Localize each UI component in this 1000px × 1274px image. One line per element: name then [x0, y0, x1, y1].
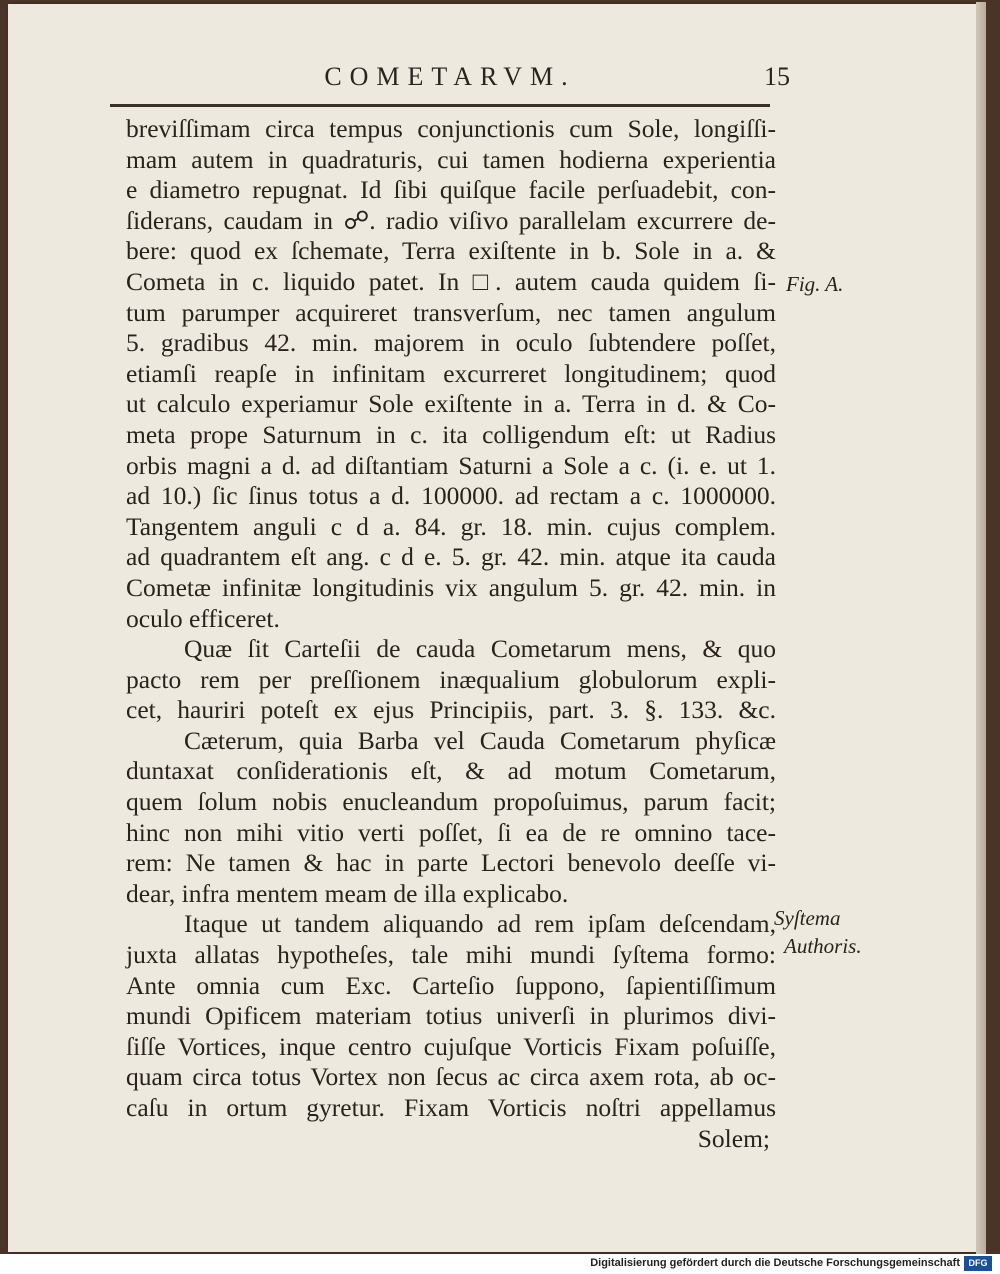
page-edge: [976, 2, 986, 1254]
text-line: ad quadrantem eſt ang. c d e. 5. gr. 42. min. atque ita cauda: [126, 542, 776, 572]
text-line: quem ſolum nobis enucleandum propoſuimus, parum facit;: [126, 787, 776, 817]
text-line: ut calculo experiamur Sole exiſtente in a. Terra in d. & Co-: [126, 389, 776, 419]
text-line: hinc non mihi vitio verti poſſet, ſi ea de re omnino tace-: [126, 817, 776, 847]
running-head: COMETARVM.: [324, 62, 576, 91]
text-line: oculo efficeret.: [126, 603, 280, 633]
page-header: [110, 62, 790, 102]
header-rule: [110, 104, 770, 107]
text-line: breviſſimam circa tempus conjunctionis cum Sole, longiſſi-: [126, 114, 776, 143]
text-line: etiamſi reapſe in infinitam excurreret longitudinem; quod: [126, 358, 776, 388]
text-line: caſu in ortum gyretur. Fixam Vorticis noſtri appellamus: [126, 1093, 776, 1122]
margin-note-authoris: Authoris.: [784, 934, 862, 958]
text-line: duntaxat conſiderationis eſt, & ad motum Cometarum,: [126, 756, 776, 786]
text-line: rem: Ne tamen & hac in parte Lectori benevolo deeſſe vi-: [126, 848, 776, 878]
digitization-footer: [0, 1254, 1000, 1274]
text-line: mam autem in quadraturis, cui tamen hodierna experientia: [126, 144, 776, 174]
text-line: Itaque ut tandem aliquando ad rem ipſam deſcendam,: [184, 909, 776, 939]
text-line: quam circa totus Vortex non ſecus ac circa axem rota, ab oc-: [126, 1062, 776, 1092]
text-line: Tangentem anguli c d a. 84. gr. 18. min. cujus complem.: [126, 511, 776, 541]
text-line: Ante omnia cum Exc. Carteſio ſuppono, ſapientiſſimum: [126, 970, 776, 1000]
text-line: juxta allatas hypotheſes, tale mihi mundi ſyſtema formo:: [126, 940, 776, 970]
margin-note-fig-a: Fig. A.: [786, 272, 844, 296]
text-line: Quæ ſit Carteſii de cauda Cometarum mens, & quo: [184, 634, 776, 664]
body-text: [126, 114, 776, 1154]
dfg-logo-icon: DFG: [964, 1256, 992, 1271]
text-line: meta prope Saturnum in c. ita colligendum eſt: ut Radius: [126, 419, 776, 449]
text-line: Cometa in c. liquido patet. In □. autem cauda quidem ſi-: [126, 266, 776, 296]
text-line: e diametro repugnat. Id ſibi quiſque facile perſuadebit, con-: [126, 175, 776, 205]
text-line: bere: quod ex ſchemate, Terra exiſtente in b. Sole in a. &: [126, 236, 776, 266]
text-line: ad 10.) ſic ſinus totus a d. 100000. ad rectam a c. 1000000.: [126, 481, 776, 511]
text-line: mundi Opificem materiam totius univerſi in plurimos divi-: [126, 1001, 776, 1031]
text-line: Cæterum, quia Barba vel Cauda Cometarum phyſicæ: [184, 725, 776, 755]
margin-note-systema: Syſtema: [774, 906, 841, 930]
text-line: 5. gradibus 42. min. majorem in oculo ſubtendere poſſet,: [126, 328, 776, 358]
text-line: Cometæ infinitæ longitudinis vix angulum 5. gr. 42. min. in: [126, 572, 776, 602]
text-line: pacto rem per preſſionem inæqualium globulorum expli-: [126, 664, 776, 694]
text-line: ſiderans, caudam in ☍. radio viſivo parallelam excurrere de-: [126, 205, 776, 235]
text-line: orbis magni a d. ad diſtantiam Saturni a Sole a c. (i. e. ut 1.: [126, 450, 776, 480]
footer-credit: Digitalisierung gefördert durch die Deutsche Forschungsgemeinschaft: [590, 1257, 960, 1269]
catchword: Solem;: [697, 1123, 770, 1153]
text-line: cet, hauriri poteſt ex ejus Principiis, part. 3. §. 133. &c.: [126, 695, 776, 725]
text-line: ſiſſe Vortices, inque centro cujuſque Vorticis Fixam poſuiſſe,: [126, 1031, 776, 1061]
text-line: dear, infra mentem meam de illa explicabo.: [126, 878, 569, 908]
text-line: tum parumper acquireret transverſum, nec tamen angulum: [126, 297, 776, 327]
page-number: 15: [764, 62, 790, 91]
